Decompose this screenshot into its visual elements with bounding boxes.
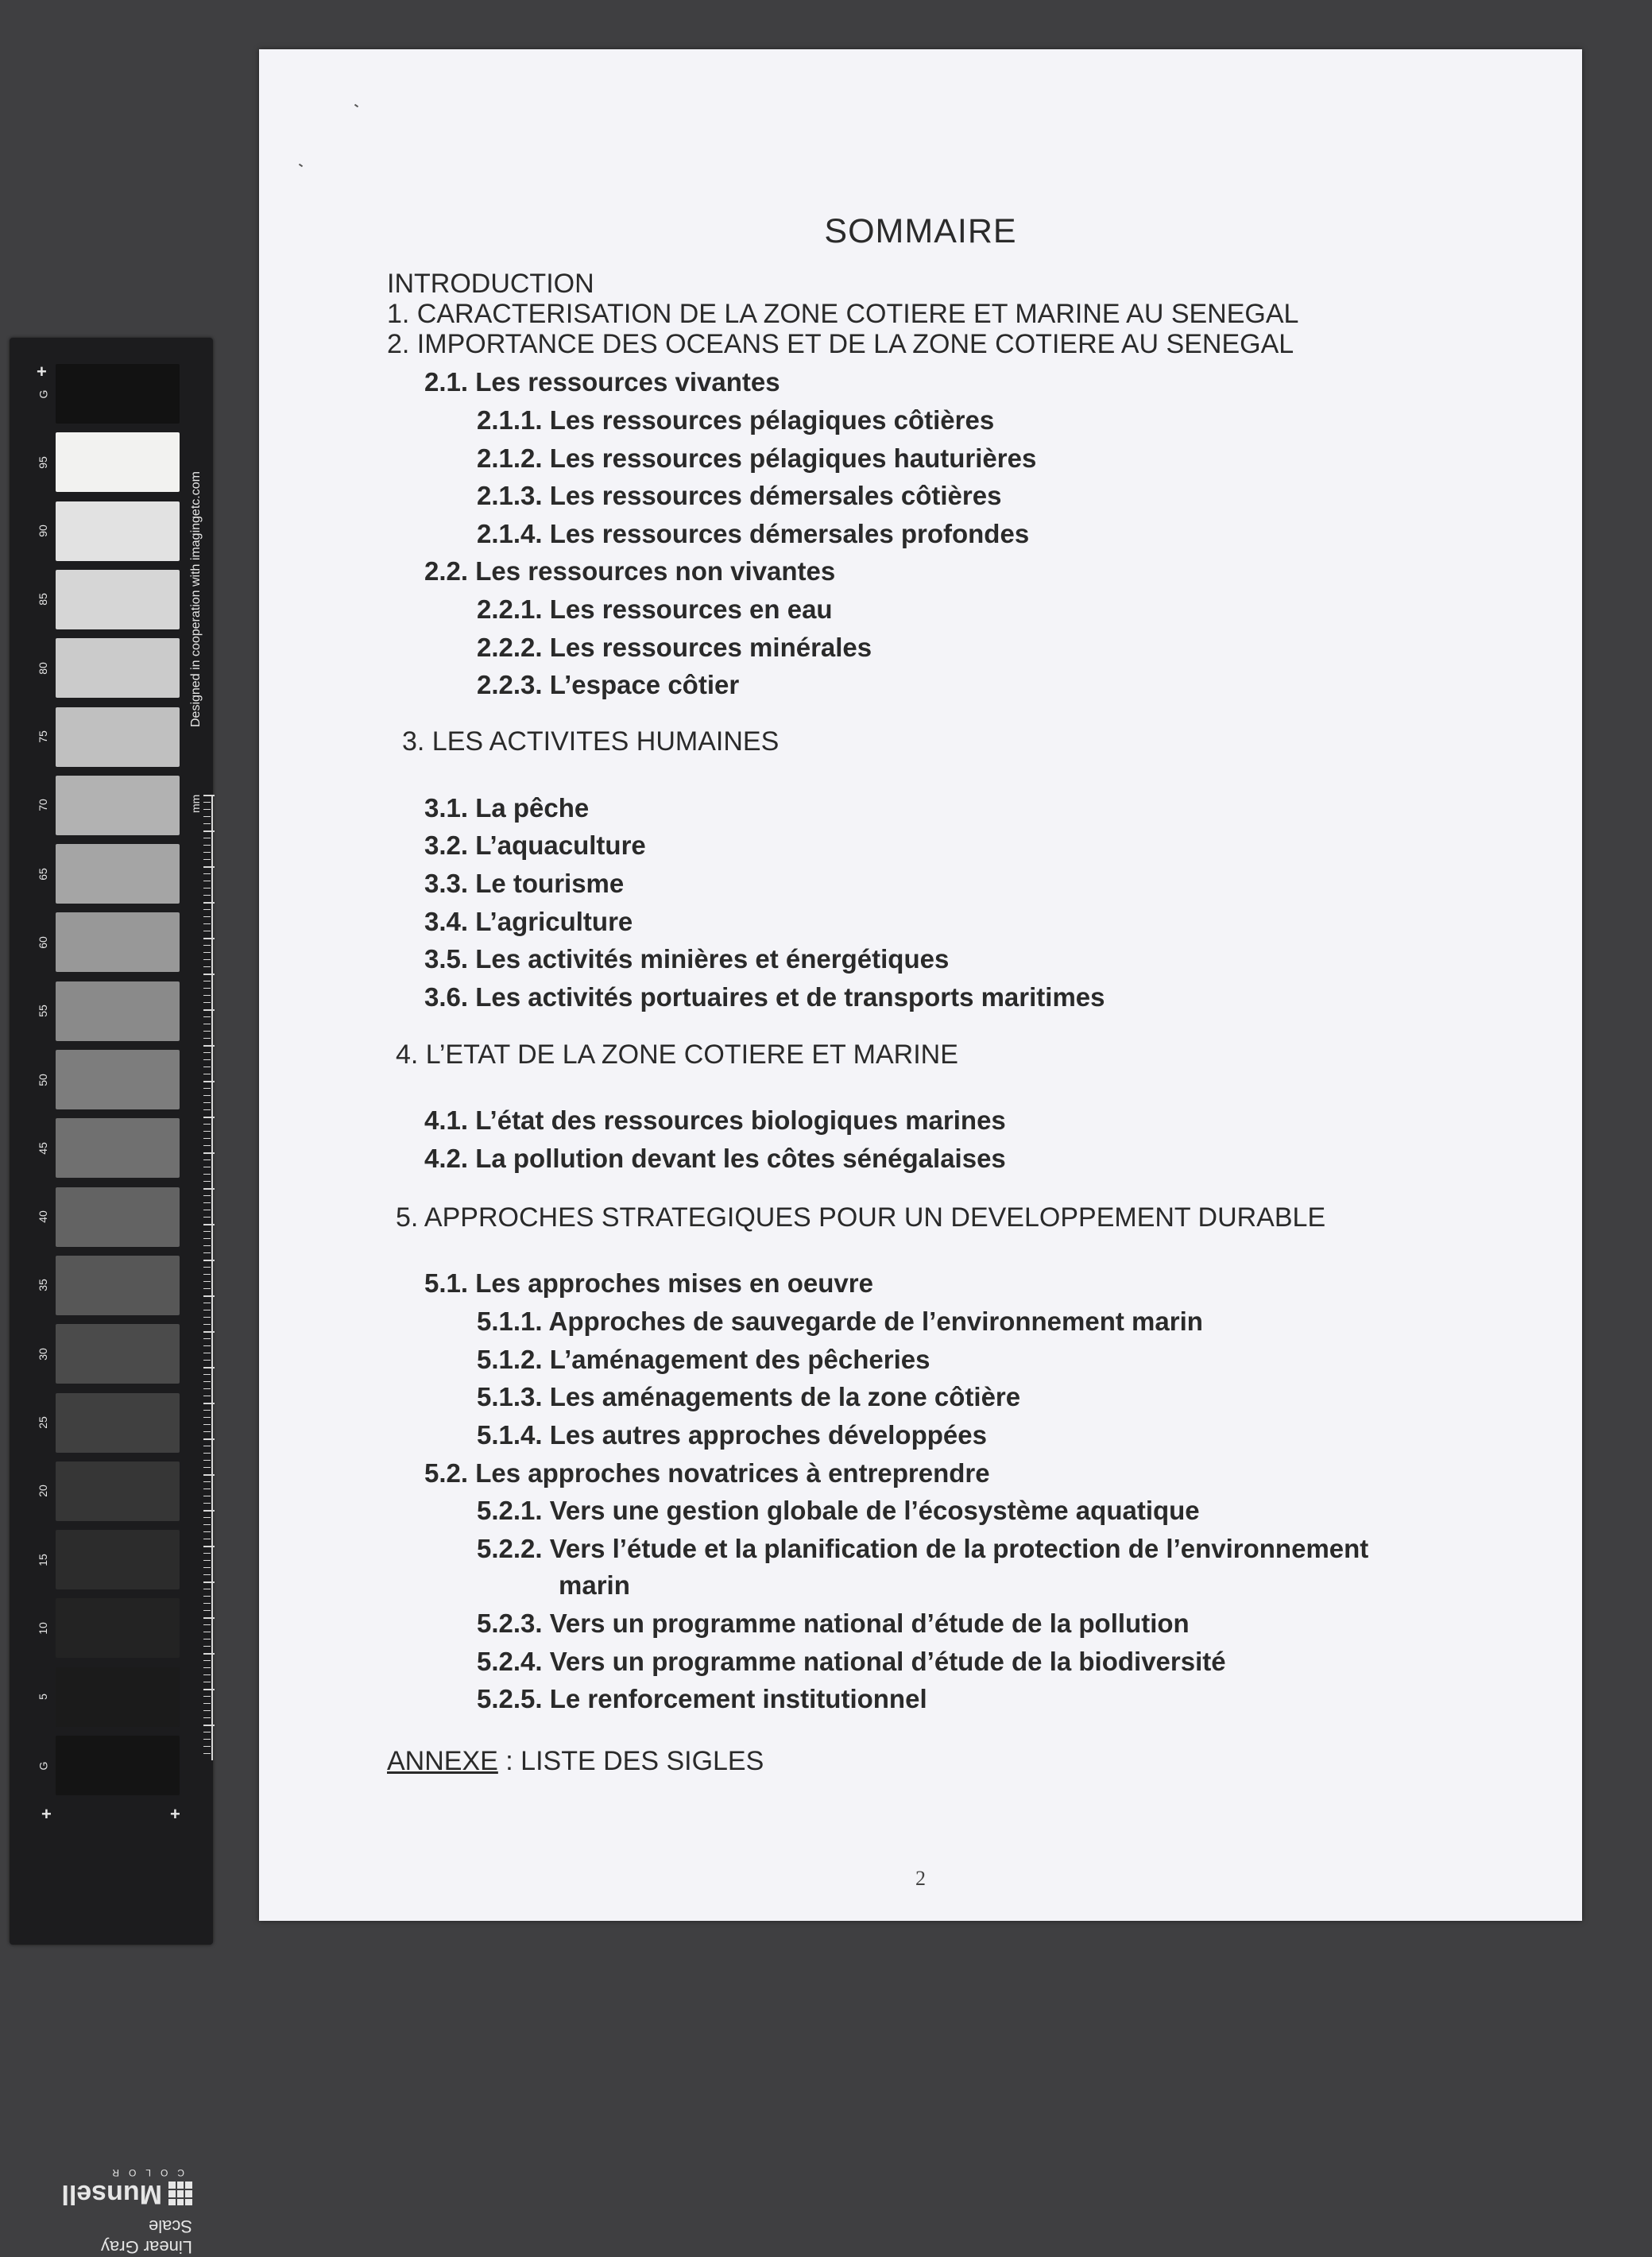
ruler-unit-label: mm — [189, 794, 202, 813]
gray-swatch-strip — [36, 364, 183, 1770]
plus-marker: + — [41, 1804, 52, 1824]
swatch-label: 10 — [36, 1622, 49, 1635]
brand-name — [57, 2178, 192, 2209]
toc-chapter[interactable]: 4. L’ETAT DE LA ZONE COTIERE ET MARINE — [396, 1039, 958, 1070]
swatch-label: 35 — [36, 1279, 49, 1292]
gray-swatch — [56, 1461, 180, 1521]
gray-swatch — [56, 776, 180, 835]
swatch-label: 60 — [36, 936, 49, 949]
swatch-label: 85 — [36, 593, 49, 606]
swatch-label: 90 — [36, 525, 49, 537]
toc-section[interactable]: 2.1. Les ressources vivantes — [424, 367, 780, 397]
toc-chapter[interactable]: 3. LES ACTIVITES HUMAINES — [402, 726, 780, 757]
toc-subsection[interactable]: 5.2.2. Vers l’étude et la planification de la protection de l’environnement — [477, 1534, 1369, 1563]
munsell-logo-icon — [168, 2182, 192, 2206]
toc-subsection[interactable]: 5.2.3. Vers un programme national d’étude de la pollution — [477, 1609, 1190, 1638]
gray-scale-card — [10, 338, 213, 2257]
gray-swatch — [56, 432, 180, 492]
gray-swatch — [56, 912, 180, 972]
toc-section[interactable]: 3.2. L’aquaculture — [424, 830, 646, 860]
swatch-label: 25 — [36, 1416, 49, 1429]
toc-section[interactable]: 3.1. La pêche — [424, 793, 590, 823]
swatch-label: 40 — [36, 1210, 49, 1223]
paper-speck — [354, 104, 358, 108]
toc-subsection[interactable]: marin — [559, 1570, 630, 1600]
plus-marker: + — [170, 1804, 180, 1824]
swatch-label: 15 — [36, 1553, 49, 1566]
gray-swatch — [56, 501, 180, 561]
swatch-label: 30 — [36, 1347, 49, 1361]
document-page — [259, 49, 1582, 1921]
toc-subsection[interactable]: 5.2.5. Le renforcement institutionnel — [477, 1684, 927, 1713]
designed-credit-text: Designed in cooperation with imagingetc.com — [189, 471, 203, 727]
gray-swatch — [56, 1667, 180, 1727]
gray-swatch — [56, 638, 180, 698]
toc-chapter[interactable]: 2. IMPORTANCE DES OCEANS ET DE LA ZONE COTIERE AU SENEGAL — [387, 329, 1294, 359]
mm-ruler-line — [211, 795, 213, 1760]
gray-swatch — [56, 1598, 180, 1658]
brand-name-text: Munsell — [61, 2179, 162, 2209]
toc-section[interactable]: 5.1. Les approches mises en oeuvre — [424, 1268, 873, 1298]
gray-swatch — [56, 1256, 180, 1315]
swatch-label: 5 — [36, 1694, 49, 1701]
toc-subsection[interactable]: 2.2.3. L’espace côtier — [477, 670, 740, 699]
gray-swatch — [56, 1393, 180, 1453]
toc-section[interactable]: 3.6. Les activités portuaires et de transports maritimes — [424, 982, 1105, 1012]
toc-section[interactable]: 3.4. L’agriculture — [424, 907, 633, 936]
swatch-label: 55 — [36, 1005, 49, 1017]
swatch-label: 20 — [36, 1485, 49, 1498]
gray-swatch — [56, 1324, 180, 1384]
swatch-label: 75 — [36, 730, 49, 743]
gray-swatch — [56, 707, 180, 767]
annex-line[interactable] — [387, 1746, 764, 1777]
gray-swatch — [56, 1187, 180, 1247]
toc-subsection[interactable]: 5.1.1. Approches de sauvegarde de l’environnement marin — [477, 1307, 1203, 1336]
toc-subsection[interactable]: 2.1.1. Les ressources pélagiques côtières — [477, 405, 995, 435]
gray-swatch — [56, 1050, 180, 1109]
toc-subsection[interactable]: 5.2.1. Vers une gestion globale de l’écosystème aquatique — [477, 1496, 1200, 1525]
toc-subsection[interactable]: 5.1.4. Les autres approches développées — [477, 1420, 987, 1450]
toc-chapter[interactable]: INTRODUCTION — [387, 269, 594, 299]
gray-swatch — [56, 1736, 180, 1795]
gray-swatch — [56, 570, 180, 629]
gray-swatch — [56, 1118, 180, 1178]
toc-subsection[interactable]: 5.1.3. Les aménagements de la zone côtière — [477, 1382, 1021, 1411]
toc-subsection[interactable]: 2.1.2. Les ressources pélagiques hauturières — [477, 443, 1037, 473]
page-title: SOMMAIRE — [824, 212, 1017, 250]
gray-swatch — [56, 364, 180, 424]
toc-section[interactable]: 3.3. Le tourisme — [424, 869, 625, 898]
toc-subsection[interactable]: 2.1.4. Les ressources démersales profondes — [477, 519, 1030, 548]
munsell-brand — [57, 2167, 192, 2257]
toc-section[interactable]: 5.2. Les approches novatrices à entreprendre — [424, 1458, 990, 1488]
paper-speck — [299, 164, 303, 168]
swatch-label: G — [36, 1761, 49, 1770]
swatch-label: G — [36, 389, 49, 398]
gray-swatch — [56, 844, 180, 904]
swatch-label: 65 — [36, 867, 49, 881]
annex-label: ANNEXE — [387, 1746, 498, 1776]
brand-sub-text: COLOR — [103, 2167, 184, 2178]
toc-chapter[interactable]: 5. APPROCHES STRATEGIQUES POUR UN DEVELOPPEMENT DURABLE — [396, 1202, 1326, 1233]
page-number: 2 — [915, 1867, 926, 1890]
swatch-label: 45 — [36, 1142, 49, 1155]
swatch-label: 50 — [36, 1073, 49, 1086]
swatch-label: 80 — [36, 661, 49, 675]
gray-swatch — [56, 1530, 180, 1589]
toc-subsection[interactable]: 2.2.1. Les ressources en eau — [477, 594, 833, 624]
toc-section[interactable]: 3.5. Les activités minières et énergétiques — [424, 944, 950, 974]
gray-swatch — [56, 981, 180, 1041]
plus-marker: + — [37, 362, 47, 381]
toc-section[interactable]: 2.2. Les ressources non vivantes — [424, 556, 836, 586]
toc-chapter[interactable]: 1. CARACTERISATION DE LA ZONE COTIERE ET MARINE AU SENEGAL — [387, 299, 1299, 329]
scale-title: Linear Gray Scale — [101, 2216, 192, 2257]
annex-text: LISTE DES SIGLES — [520, 1746, 764, 1776]
toc-section[interactable]: 4.1. L’état des ressources biologiques marines — [424, 1105, 1006, 1135]
toc-section[interactable]: 4.2. La pollution devant les côtes sénégalaises — [424, 1144, 1006, 1173]
swatch-label: 70 — [36, 799, 49, 812]
toc-subsection[interactable]: 2.2.2. Les ressources minérales — [477, 633, 872, 662]
toc-subsection[interactable]: 5.1.2. L’aménagement des pêcheries — [477, 1345, 930, 1374]
swatch-label: 95 — [36, 456, 49, 469]
toc-subsection[interactable]: 5.2.4. Vers un programme national d’étude de la biodiversité — [477, 1647, 1226, 1676]
toc-subsection[interactable]: 2.1.3. Les ressources démersales côtières — [477, 481, 1002, 510]
annex-separator: : — [497, 1746, 521, 1776]
